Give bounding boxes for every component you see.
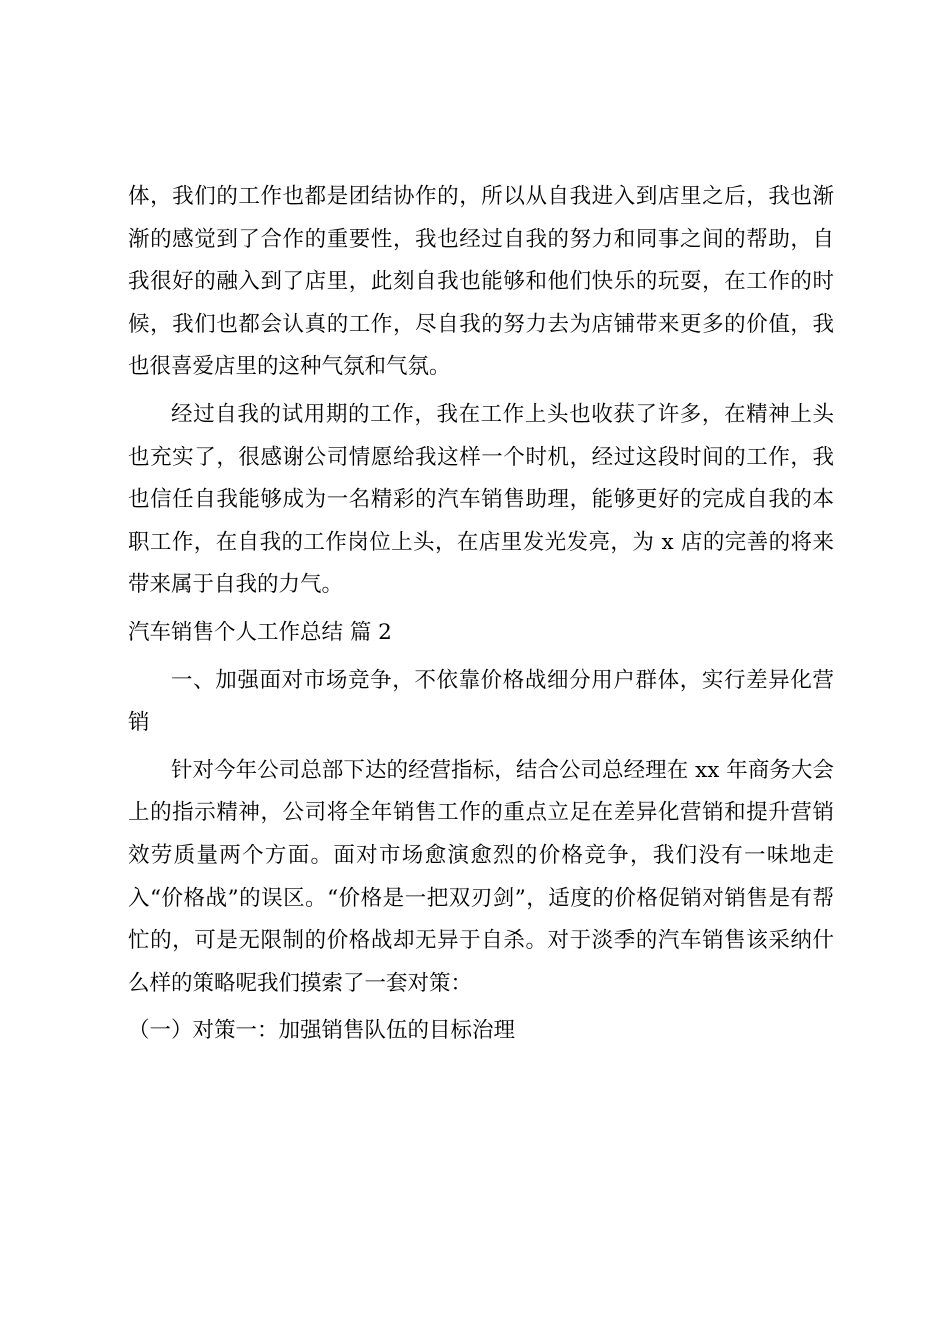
paragraph-2: 经过自我的试用期的工作，我在工作上头也收获了许多，在精神上头也充实了，很感谢公司情愿给我这样一个时机，经过这段时间的工作，我也信任自我能够成为一名精彩的汽车销售助理，能够更好的完成自我的本职工作，在自我的工作岗位上头，在店里发光发亮，为 x 店的完善的将来带来属于自我的力气。 [128, 401, 834, 598]
paragraph-subtitle: 一、加强面对市场竞争，不依靠价格战细分用户群体，实行差异化营销 [128, 667, 834, 736]
strategy-heading: （一）对策一：加强销售队伍的目标治理 [128, 1018, 516, 1044]
paragraph-3: 针对今年公司总部下达的经营指标，结合公司总经理在 xx 年商务大会上的指示精神，公司将全年销售工作的重点立足在差异化营销和提升营销效劳质量两个方面。面对市场愈演愈烈的价格竞争，我们没有一味地走入“价格战”的误区。“价格是一把双刃剑”，适度的价格促销对销售是有帮忙的，可是无限制的价格战却无异于自杀。对于淡季的汽车销售该采纳什么样的策略呢我们摸索了一套对策： [128, 757, 834, 996]
paragraph-1: 体，我们的工作也都是团结协作的，所以从自我进入到店里之后，我也渐渐的感觉到了合作的重要性，我也经过自我的努力和同事之间的帮助，自我很好的融入到了店里，此刻自我也能够和他们快乐的玩耍，在工作的时候，我们也都会认真的工作，尽自我的努力去为店铺带来更多的价值，我也很喜爱店里的这种气氛和气氛。 [128, 184, 834, 380]
document-body [128, 176, 834, 1053]
section-heading: 汽车销售个人工作总结 篇 2 [128, 619, 392, 645]
